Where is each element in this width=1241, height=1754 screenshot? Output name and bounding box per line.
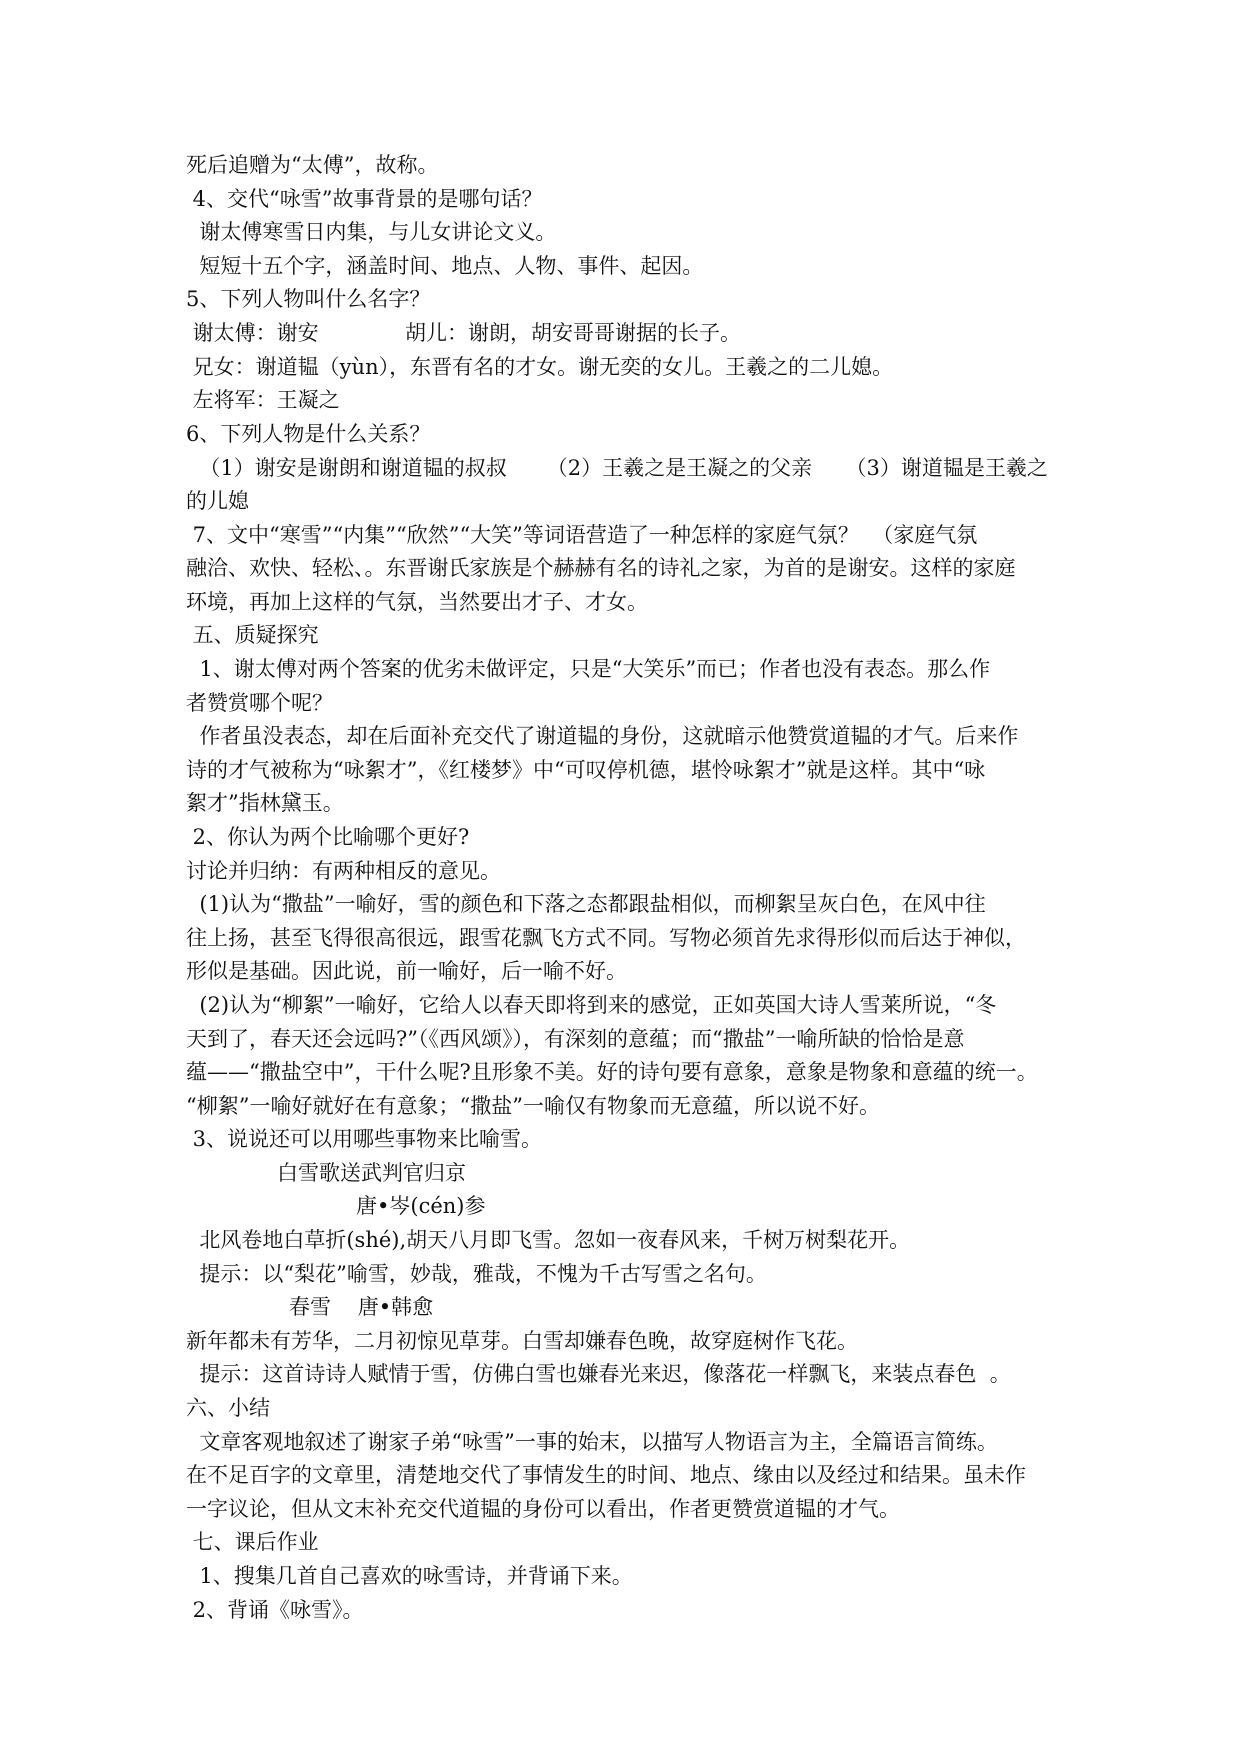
text-line: 文章客观地叙述了谢家子弟“咏雪”一事的始末，以描写人物语言为主，全篇语言简练。	[186, 1430, 998, 1454]
text-line: “柳絮”一喻好就好在有意象；“撒盐”一喻仅有物象而无意蕴，所以说不好。	[186, 1094, 880, 1118]
text-line: 1、谢太傅对两个答案的优劣未做评定，只是“大笑乐”而已；作者也没有表态。那么作	[186, 657, 991, 681]
text-line: 兄女：谢道韫（yùn），东晋有名的才女。谢无奕的女儿。王羲之的二儿媳。	[186, 355, 894, 379]
text-line: 在不足百字的文章里，清楚地交代了事情发生的时间、地点、缘由以及经过和结果。虽未作	[186, 1463, 1026, 1487]
text-line: 短短十五个字，涵盖时间、地点、人物、事件、起因。	[186, 254, 704, 278]
section-heading: 七、课后作业	[186, 1530, 319, 1554]
text-line: 左将军：王凝之	[186, 388, 340, 412]
text-line: 死后追赠为“太傅”，故称。	[186, 153, 439, 177]
text-line: 谢太傅：谢安	[186, 321, 319, 345]
text-line: 作者虽没表态，却在后面补充交代了谢道韫的身份，这就暗示他赞赏道韫的才气。后来作	[186, 724, 1019, 748]
section-heading: 五、质疑探究	[186, 623, 319, 647]
text-line: 蕴——“撒盐空中”，干什么呢?且形象不美。好的诗句要有意象，意象是物象和意蕴的统一。	[186, 1060, 1038, 1084]
poem-title: 白雪歌送武判官归京	[277, 1161, 466, 1185]
text-line: (2)认为“柳絮”一喻好，它给人以春天即将到来的感觉，正如英国大诗人雪莱所说，“冬	[186, 993, 997, 1017]
poem-text: 新年都未有芳华，二月初惊见草芽。白雪却嫌春色晚，故穿庭树作飞花。	[186, 1329, 858, 1353]
text-line: 1、搜集几首自己喜欢的咏雪诗，并背诵下来。	[186, 1564, 633, 1588]
text-line: 形似是基础。因此说，前一喻好，后一喻不好。	[186, 959, 627, 983]
text-line: 提示：以“梨花”喻雪，妙哉，雅哉，不愧为千古写雪之名句。	[186, 1262, 767, 1286]
section-heading: 六、小结	[186, 1396, 270, 1420]
text-line: 絮才”指林黛玉。	[186, 791, 344, 815]
text-line: 讨论并归纳：有两种相反的意见。	[186, 859, 501, 883]
text-line: 2、背诵《咏雪》。	[186, 1598, 364, 1622]
text-line: (1)认为“撒盐”一喻好，雪的颜色和下落之态都跟盐相似，而柳絮呈灰白色，在风中往	[186, 892, 986, 916]
question-heading: 2、你认为两个比喻哪个更好?	[186, 825, 470, 849]
text-line: 的儿媳	[186, 489, 249, 513]
question-heading: 3、说说还可以用哪些事物来比喻雪。	[186, 1127, 543, 1151]
text-line: 往上扬，甚至飞得很高很远，跟雪花飘飞方式不同。写物必须首先求得形似而后达于神似，	[186, 926, 1026, 950]
poem-author: 唐•岑(cén)参	[356, 1194, 486, 1218]
text-line: 融洽、欢快、轻松、。东晋谢氏家族是个赫赫有名的诗礼之家，为首的是谢安。这样的家庭	[186, 556, 1016, 580]
text-line: 胡儿：谢朗，胡安哥哥谢据的长子。	[405, 321, 741, 345]
question-heading: 5、下列人物叫什么名字？	[186, 287, 431, 311]
text-line: （1）谢安是谢朗和谢道韫的叔叔 （2）王羲之是王凝之的父亲 （3）谢道韫是王羲之	[186, 456, 1048, 480]
text-line: 诗的才气被称为“咏絮才”，《红楼梦》中“可叹停机德，堪怜咏絮才”就是这样。其中“咏	[186, 758, 986, 782]
question-heading: 6、下列人物是什么关系？	[186, 422, 431, 446]
poem-text: 北风卷地白草折(shé),胡天八月即飞雪。忽如一夜春风来，千树万树梨花开。	[186, 1228, 911, 1252]
text-line: 一字议论，但从文末补充交代道韫的身份可以看出，作者更赞赏道韫的才气。	[186, 1497, 900, 1521]
text-line: 提示：这首诗诗人赋情于雪，仿佛白雪也嫌春光来迟，像落花一样飘飞，来装点春色 。	[186, 1362, 1011, 1386]
poem-title: 春雪 唐•韩愈	[289, 1295, 434, 1319]
text-line: 环境，再加上这样的气氛，当然要出才子、才女。	[186, 590, 648, 614]
text-line: 天到了，春天还会远吗?”（《西风颂》），有深刻的意蕴；而“撒盐”一喻所缺的恰恰是意	[186, 1027, 965, 1051]
text-line: 者赞赏哪个呢？	[186, 691, 333, 715]
text-line: 7、文中“寒雪”“内集”“欣然”“大笑”等词语营造了一种怎样的家庭气氛？ （家庭气氛	[186, 523, 978, 547]
text-line: 谢太傅寒雪日内集，与儿女讲论文义。	[186, 220, 557, 244]
question-heading: 4、交代“咏雪”故事背景的是哪句话？	[186, 187, 543, 211]
